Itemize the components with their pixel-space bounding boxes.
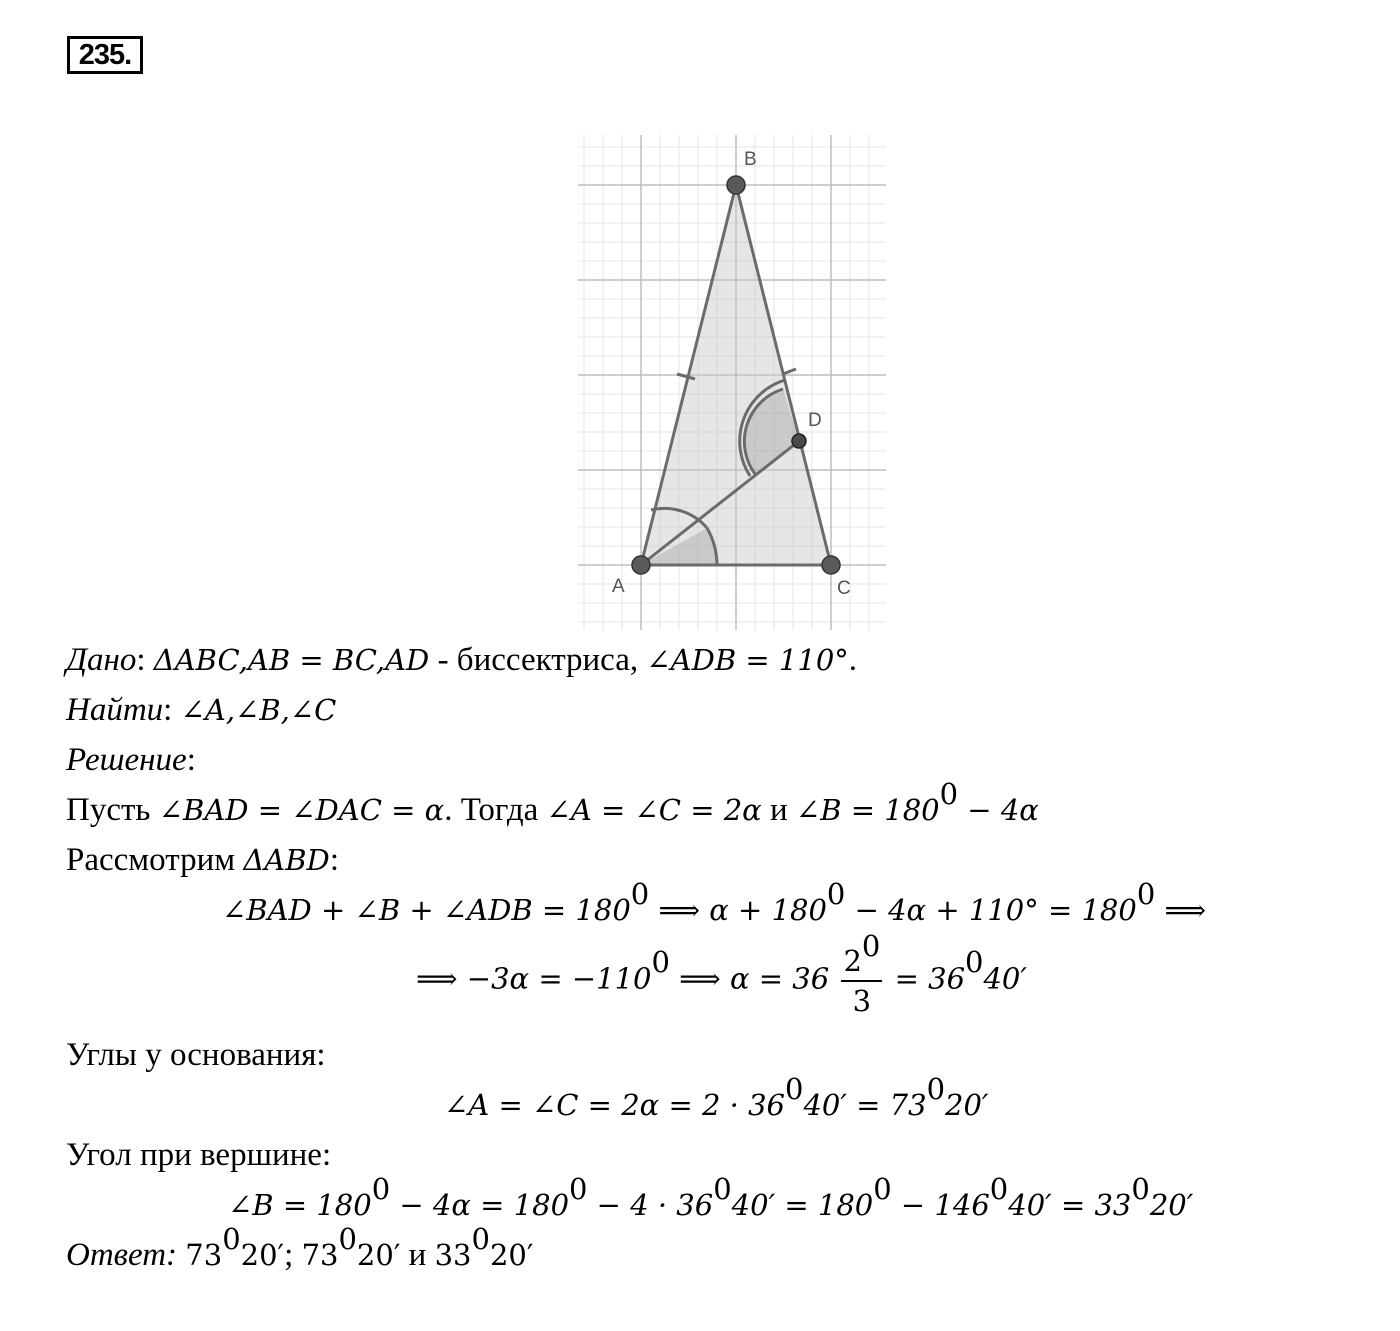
given-math-1: ΔABC,AB = BC,AD bbox=[153, 643, 430, 677]
label-c: C bbox=[837, 578, 851, 599]
problem-number: 235. bbox=[67, 36, 143, 74]
consider-line: Рассмотрим ΔABD: bbox=[66, 842, 339, 878]
given-math-2: ∠ADB = 110° bbox=[646, 643, 849, 677]
equation-4: ∠B = $180^0 - 4\alpha = 180^0 - 4 \cdot 36^040' = 180^0 - 146^040' = 33^020'$ bbox=[228, 1171, 1194, 1222]
point-c bbox=[822, 556, 840, 574]
given-label: Дано bbox=[66, 642, 137, 678]
triangle-figure bbox=[578, 135, 886, 630]
find-line: Найти: ∠A,∠B,∠C bbox=[66, 692, 337, 728]
answer-line: Ответ: $73^020'$; $73^020'$ и $33^020'$ bbox=[66, 1221, 534, 1273]
solution-label: Решение bbox=[66, 742, 187, 778]
find-label: Найти bbox=[66, 692, 164, 728]
equation-2: ⟹ $-3\alpha = -110^0$ ⟹ α = 36 $\frac{2^0}{3}$ = $36^040'$ bbox=[416, 929, 1027, 1018]
base-angles-line: Углы у основания: bbox=[66, 1037, 326, 1073]
label-d: D bbox=[808, 410, 822, 431]
point-b bbox=[727, 176, 745, 194]
find-math: ∠A,∠B,∠C bbox=[180, 693, 337, 727]
let-line: Пусть ∠BAD = ∠DAC = α. Тогда ∠A = ∠C = 2α и ∠B = $180^0 - 4\alpha$ bbox=[66, 776, 1039, 828]
equation-1: ∠BAD + ∠B + ∠ADB = $180^0$ ⟹ $\alpha + 180^0 - 4\alpha + 110^\circ = 180^0$ ⟹ bbox=[222, 876, 1207, 927]
equation-3: ∠A = ∠C = $2\alpha = 2 \cdot 36^040' = 73^020'$ bbox=[444, 1071, 989, 1122]
answer-label: Ответ: bbox=[66, 1237, 186, 1273]
fraction: $\frac{2^0}{3}$ bbox=[843, 929, 881, 1018]
point-d bbox=[792, 434, 806, 448]
given-text: - биссектриса, bbox=[429, 642, 647, 678]
label-b: B bbox=[744, 149, 757, 170]
point-a bbox=[632, 556, 650, 574]
vertex-angle-line: Угол при вершине: bbox=[66, 1137, 332, 1173]
tick-bc bbox=[783, 369, 796, 374]
label-a: A bbox=[612, 576, 625, 597]
given-line: Дано: ΔABC,AB = BC,AD - биссектриса, ∠ADB = 110°. bbox=[66, 642, 858, 678]
solution-line: Решение: bbox=[66, 742, 196, 778]
